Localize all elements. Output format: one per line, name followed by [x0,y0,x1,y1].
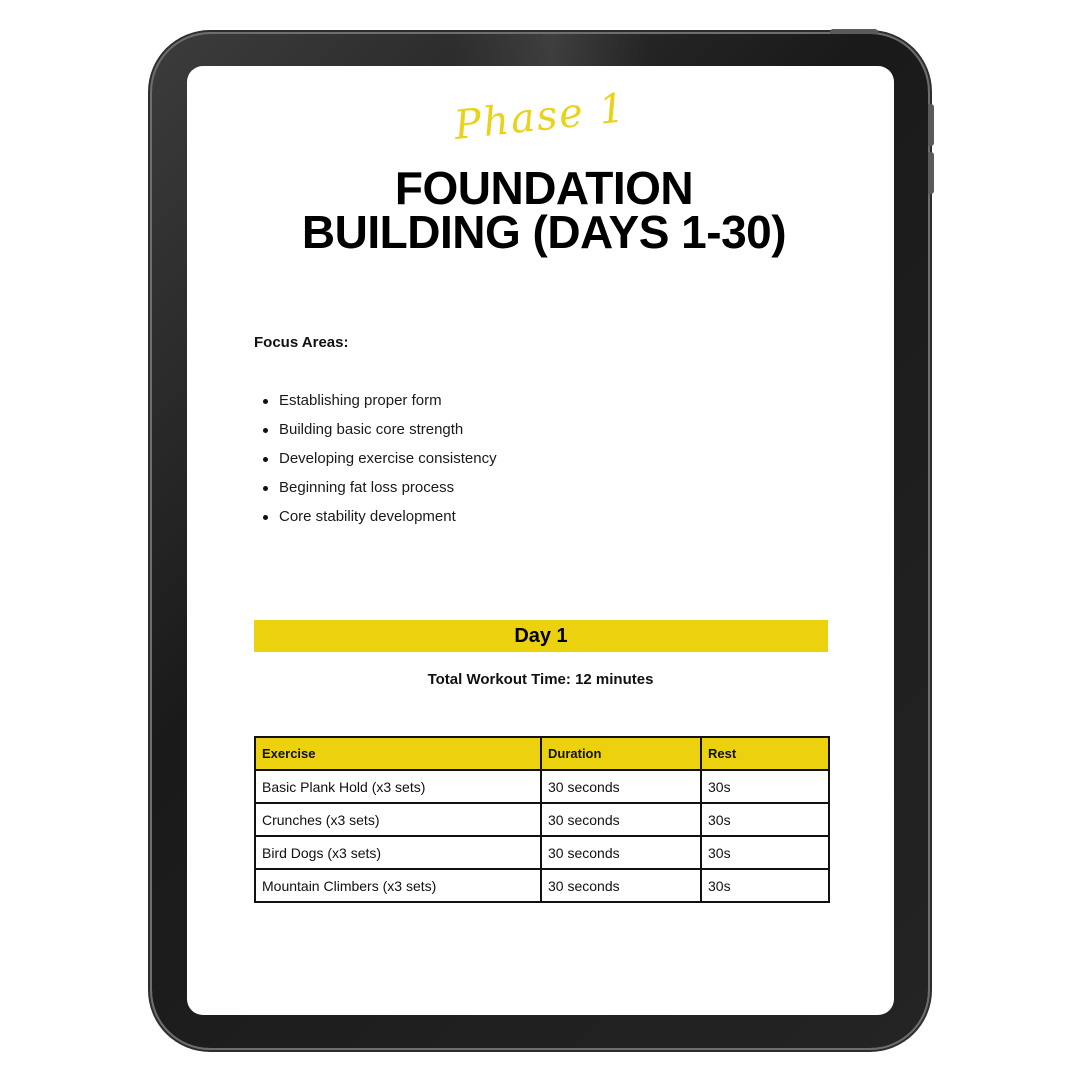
cell-exercise: Mountain Climbers (x3 sets) [255,869,541,902]
list-item [260,390,497,419]
header-exercise: Exercise [255,737,541,770]
cell-rest: 30s [701,836,829,869]
bullet-icon [263,457,268,462]
title-line-2: BUILDING (DAYS 1-30) [301,206,787,258]
total-workout-time: Total Workout Time: 12 minutes [427,671,654,688]
header-duration: Duration [541,737,701,770]
bullet-icon [263,515,268,520]
cell-rest: 30s [701,770,829,803]
list-item [260,477,497,506]
list-item-text: Building basic core strength [279,421,464,438]
title-line-1: FOUNDATION [394,162,694,214]
cell-exercise: Basic Plank Hold (x3 sets) [255,770,541,803]
phase-script-heading: Phase 1 [452,85,629,149]
focus-areas-list [260,390,497,535]
bullet-icon [263,486,268,491]
list-item-text: Developing exercise consistency [279,450,497,467]
list-item [260,448,497,477]
table-row [255,869,829,902]
list-item-text: Establishing proper form [279,392,442,409]
table-row [255,836,829,869]
page-title [187,162,894,258]
table-header-row [255,737,829,770]
list-item [260,506,497,535]
cell-duration: 30 seconds [541,836,701,869]
volume-up-button [928,104,934,146]
list-item-text: Beginning fat loss process [279,479,455,496]
focus-areas-heading: Focus Areas: [254,334,349,351]
cell-exercise: Bird Dogs (x3 sets) [255,836,541,869]
power-button [830,29,878,34]
cell-rest: 30s [701,803,829,836]
tablet-device [152,34,928,1048]
list-item-text: Core stability development [279,508,456,525]
tablet-screen [187,66,894,1015]
volume-down-button [928,152,934,194]
cell-duration: 30 seconds [541,770,701,803]
list-item [260,419,497,448]
bullet-icon [263,399,268,404]
cell-duration: 30 seconds [541,869,701,902]
workout-table [254,736,830,903]
table-row [255,803,829,836]
frame-highlight [452,34,652,66]
cell-rest: 30s [701,869,829,902]
cell-exercise: Crunches (x3 sets) [255,803,541,836]
header-rest: Rest [701,737,829,770]
cell-duration: 30 seconds [541,803,701,836]
table-row [255,770,829,803]
bullet-icon [263,428,268,433]
day-banner: Day 1 [254,620,828,652]
